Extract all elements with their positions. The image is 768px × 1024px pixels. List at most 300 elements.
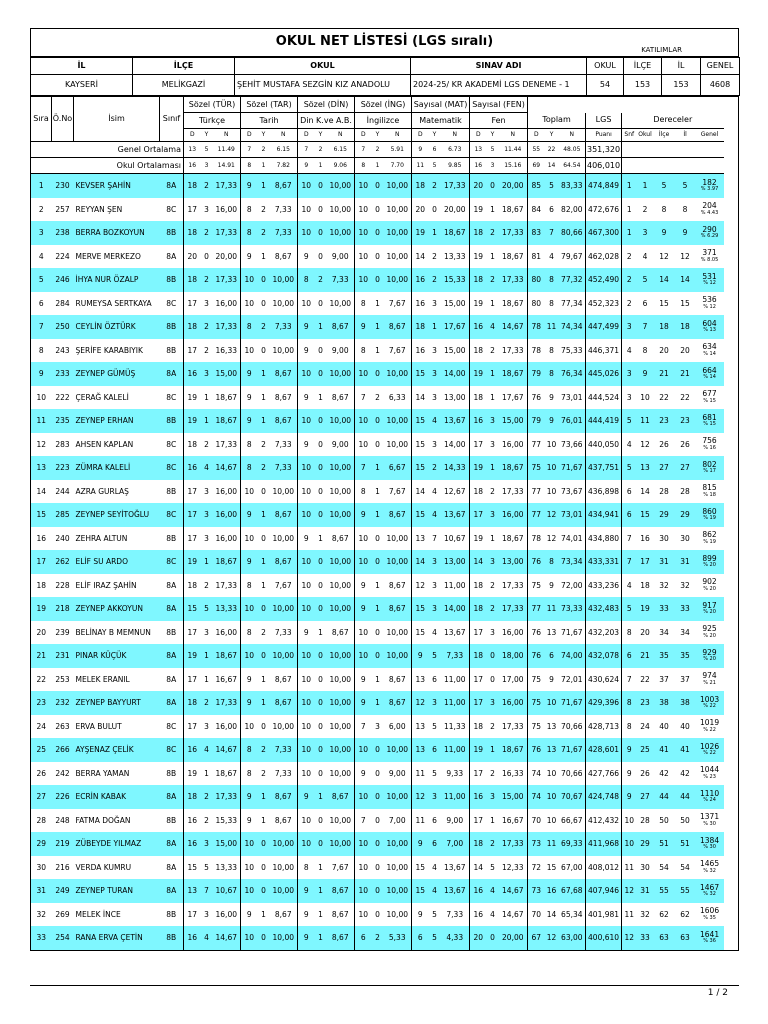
- score-cell: 9: [355, 315, 372, 339]
- score-cell: 13,67: [444, 886, 466, 895]
- average-value: 1: [258, 158, 270, 174]
- rank-okul-cell: 7: [642, 322, 648, 331]
- rank-snf-cell: 7: [622, 527, 637, 551]
- score-cell: 17: [184, 621, 201, 645]
- score-cell: 8,67: [274, 557, 292, 566]
- sira-cell: 3: [38, 228, 44, 237]
- score-cell: 73,66: [561, 439, 583, 449]
- score-cell: 14: [412, 386, 429, 410]
- score-cell: 18: [470, 268, 487, 292]
- toplam-header: Toplam: [528, 113, 586, 129]
- il-label: İl: [675, 129, 696, 142]
- sinif-cell: 8A: [166, 839, 177, 848]
- score-cell: 9: [241, 245, 258, 269]
- score-cell: 19: [184, 409, 201, 433]
- ono-cell: 239: [55, 627, 70, 637]
- score-cell: 10: [546, 768, 557, 778]
- katilim-okul-header: OKUL: [587, 58, 624, 75]
- score-cell: 9,00: [446, 815, 464, 825]
- score-cell: 10,00: [329, 510, 351, 519]
- score-cell: 0: [318, 204, 323, 214]
- score-cell: 3: [204, 721, 209, 731]
- score-cell: 20: [470, 174, 487, 198]
- lgs-puan-cell: 444,524: [586, 386, 622, 410]
- ilce-header: İLÇE: [133, 58, 235, 75]
- score-cell: 2: [261, 627, 266, 637]
- score-cell: 8,67: [274, 416, 292, 425]
- score-cell: 15: [412, 879, 429, 903]
- score-cell: 8,67: [331, 792, 349, 801]
- score-cell: 9: [549, 674, 554, 684]
- score-cell: 10: [355, 903, 372, 927]
- sira-cell: 28: [36, 815, 47, 825]
- score-cell: 14: [470, 856, 487, 880]
- score-cell: 17,33: [215, 580, 237, 590]
- rank-genel-value: 290: [702, 224, 717, 234]
- average-value: 6: [429, 142, 441, 158]
- score-cell: 10,00: [386, 204, 408, 214]
- lgs-puan-cell: 474,849: [586, 174, 622, 198]
- table-row: [31, 926, 739, 950]
- student-name: ZÜBEYDE YILMAZ: [75, 839, 142, 848]
- rank-snf-cell: 4: [622, 339, 637, 363]
- rank-genel-value: 1641: [700, 929, 720, 939]
- katilim-il-header: İL: [662, 58, 701, 75]
- score-cell: 4,33: [446, 933, 464, 942]
- n-label: N: [559, 129, 586, 142]
- score-cell: 18,67: [215, 557, 237, 566]
- score-cell: 5: [490, 862, 495, 872]
- rank-genel-cell: [696, 738, 724, 762]
- score-cell: 18: [470, 221, 487, 245]
- score-cell: 10: [298, 691, 315, 715]
- score-cell: 1: [432, 228, 437, 237]
- score-cell: 75,33: [561, 345, 583, 355]
- score-cell: 3: [490, 792, 495, 801]
- score-cell: 0: [318, 745, 323, 754]
- score-cell: 0: [375, 886, 380, 895]
- score-cell: 19: [470, 245, 487, 269]
- rank-genel-percent: % 14: [703, 350, 716, 357]
- average-value: 1: [372, 158, 384, 174]
- score-cell: 17: [470, 809, 487, 833]
- y-label: Y: [545, 129, 559, 142]
- score-cell: 4: [490, 886, 495, 895]
- rank-ilce-cell: 18: [659, 322, 669, 331]
- rank-okul-cell: 33: [640, 933, 650, 942]
- rank-genel-cell: [696, 574, 724, 598]
- score-cell: 8,67: [274, 510, 292, 519]
- score-cell: 16: [412, 292, 429, 316]
- score-cell: 0: [375, 651, 380, 660]
- score-cell: 8,67: [388, 674, 406, 684]
- average-value: 14: [545, 158, 559, 174]
- lgs-puan-cell: 433,236: [586, 574, 622, 598]
- katilim-genel-value: 4608: [701, 75, 740, 96]
- score-cell: 0: [375, 275, 380, 284]
- rank-genel-value: 925: [702, 624, 717, 634]
- student-name: ZEYNEP BAYYURT: [75, 698, 141, 707]
- rank-okul-cell: 27: [640, 792, 650, 801]
- sira-cell: 24: [36, 721, 47, 731]
- rank-genel-value: 1110: [700, 788, 720, 798]
- score-cell: 73,01: [561, 392, 583, 402]
- sinif-cell: 8A: [166, 369, 177, 378]
- rank-ilce-cell: 34: [659, 627, 669, 637]
- score-cell: 6,67: [388, 463, 406, 472]
- rank-okul-cell: 29: [640, 839, 650, 848]
- rank-genel-value: 1384: [700, 835, 720, 845]
- score-cell: 10,00: [272, 651, 294, 660]
- score-cell: 9: [549, 580, 554, 590]
- score-cell: 13,33: [444, 251, 466, 261]
- score-cell: 16,00: [215, 298, 237, 308]
- d-label: D: [184, 129, 201, 142]
- score-cell: 10,00: [386, 181, 408, 190]
- average-value: 14.91: [213, 158, 241, 174]
- score-cell: 0: [318, 416, 323, 425]
- rank-ilce-cell: 41: [659, 745, 669, 754]
- score-cell: 0: [261, 275, 266, 284]
- score-cell: 18: [184, 268, 201, 292]
- score-cell: 7,33: [274, 228, 292, 237]
- ono-cell: 216: [55, 862, 70, 872]
- score-cell: 18: [184, 691, 201, 715]
- rank-ilce-cell: 32: [659, 580, 669, 590]
- rank-genel-percent: % 32: [703, 867, 716, 874]
- rank-genel-value: 1467: [700, 882, 720, 892]
- score-cell: 17: [470, 762, 487, 786]
- score-cell: 4: [204, 745, 209, 754]
- score-cell: 0: [375, 439, 380, 449]
- score-cell: 80,66: [561, 228, 583, 237]
- score-cell: 1: [490, 815, 495, 825]
- score-cell: 10: [355, 221, 372, 245]
- score-cell: 18: [184, 433, 201, 457]
- score-cell: 0: [318, 580, 323, 590]
- score-cell: 10,00: [329, 416, 351, 425]
- score-cell: 7,33: [274, 439, 292, 449]
- score-cell: 17,33: [502, 275, 524, 284]
- score-cell: 2: [318, 275, 323, 284]
- score-cell: 10: [298, 762, 315, 786]
- rank-genel-percent: % 16: [703, 444, 716, 451]
- student-name: REYYAN ŞEN: [75, 204, 123, 214]
- score-cell: 16: [470, 903, 487, 927]
- katilim-ilce-header: İLÇE: [624, 58, 662, 75]
- average-value: 9: [412, 142, 429, 158]
- score-cell: 9: [241, 362, 258, 386]
- score-cell: 14: [412, 245, 429, 269]
- score-cell: 10,00: [329, 181, 351, 190]
- sinav-header: SINAV ADI: [411, 58, 587, 75]
- sira-cell: 10: [36, 392, 47, 402]
- score-cell: 5: [549, 181, 554, 190]
- rank-ilce-cell: 28: [659, 486, 669, 496]
- score-cell: 1: [375, 580, 380, 590]
- score-cell: 8: [549, 275, 554, 284]
- score-cell: 10: [355, 245, 372, 269]
- score-cell: 6,00: [388, 721, 406, 731]
- score-cell: 16: [184, 809, 201, 833]
- rank-genel-cell: [696, 762, 724, 786]
- score-cell: 0: [318, 251, 323, 261]
- score-cell: 10,00: [329, 674, 351, 684]
- score-cell: 1: [318, 933, 323, 942]
- score-cell: 0: [261, 486, 266, 496]
- sira-cell: 9: [38, 369, 44, 378]
- score-cell: 9: [298, 315, 315, 339]
- score-cell: 0: [375, 627, 380, 637]
- score-cell: 70,67: [561, 792, 583, 801]
- score-cell: 10: [355, 550, 372, 574]
- ono-cell: 285: [55, 510, 70, 519]
- rank-il-cell: 18: [680, 322, 690, 331]
- score-cell: 18: [470, 339, 487, 363]
- title-bar: [30, 28, 739, 57]
- sinif-cell: 8B: [166, 933, 177, 942]
- score-cell: 79,67: [561, 251, 583, 261]
- score-cell: 7: [355, 456, 372, 480]
- rank-snf-cell: 9: [622, 785, 637, 809]
- rank-ilce-cell: 54: [659, 862, 669, 872]
- score-cell: 2: [204, 345, 209, 355]
- score-cell: 16: [470, 879, 487, 903]
- score-cell: 2: [204, 580, 209, 590]
- score-cell: 5,33: [388, 933, 406, 942]
- average-value: 5.91: [384, 142, 412, 158]
- average-value: 1: [315, 158, 327, 174]
- average-value: 13: [184, 142, 201, 158]
- score-cell: 19: [184, 386, 201, 410]
- score-cell: 8: [355, 292, 372, 316]
- score-cell: 1: [261, 698, 266, 707]
- rank-genel-cell: [696, 691, 724, 715]
- lgs-puan-cell: 436,898: [586, 480, 622, 504]
- score-cell: 0: [432, 204, 437, 214]
- sira-cell: 22: [36, 674, 47, 684]
- rank-genel-percent: % 20: [703, 562, 716, 569]
- rank-okul-cell: 20: [640, 627, 650, 637]
- score-cell: 19: [412, 221, 429, 245]
- score-cell: 6: [355, 926, 372, 950]
- rank-genel-percent: % 20: [703, 632, 716, 639]
- score-cell: 11: [546, 839, 557, 848]
- score-cell: 8: [298, 268, 315, 292]
- score-cell: 18: [412, 174, 429, 198]
- average-value: 9.85: [441, 158, 470, 174]
- score-cell: 0: [375, 839, 380, 848]
- rank-genel-cell: [696, 644, 724, 668]
- score-cell: 0: [318, 345, 323, 355]
- score-cell: 10: [241, 268, 258, 292]
- rank-genel-percent: % 6.29: [700, 233, 719, 240]
- rank-genel-cell: [696, 339, 724, 363]
- student-name: AZRA GURLAŞ: [75, 486, 129, 496]
- score-cell: 17,33: [215, 228, 237, 237]
- rank-genel-percent: % 21: [703, 679, 716, 686]
- score-cell: 16: [470, 315, 487, 339]
- score-cell: 16,67: [215, 674, 237, 684]
- rank-snf-cell: 10: [622, 809, 637, 833]
- score-cell: 3: [432, 557, 437, 566]
- student-name: ERVA BULUT: [75, 721, 122, 731]
- average-value: 3: [487, 158, 499, 174]
- score-cell: 17,33: [215, 698, 237, 707]
- sinif-cell: 8B: [166, 486, 177, 496]
- score-cell: 17,33: [502, 604, 524, 613]
- score-cell: 7: [355, 809, 372, 833]
- average-value: 7: [298, 142, 315, 158]
- rank-ilce-cell: 9: [661, 228, 667, 237]
- score-cell: 19: [470, 456, 487, 480]
- score-cell: 15: [412, 621, 429, 645]
- score-cell: 14,67: [502, 322, 524, 331]
- score-cell: 70,66: [561, 721, 583, 731]
- score-cell: 10: [298, 503, 315, 527]
- score-cell: 16,00: [215, 510, 237, 519]
- rank-il-cell: 32: [680, 580, 690, 590]
- score-cell: 10,00: [329, 557, 351, 566]
- score-cell: 15: [412, 503, 429, 527]
- score-cell: 1: [318, 862, 323, 872]
- score-cell: 0: [318, 486, 323, 496]
- score-cell: 14,00: [444, 369, 466, 378]
- ono-cell: 232: [55, 698, 70, 707]
- lgs-puan-cell: 401,981: [586, 903, 622, 927]
- table-row: [31, 621, 739, 645]
- score-cell: 8,67: [331, 627, 349, 637]
- rank-okul-cell: 14: [640, 486, 650, 496]
- table-row: [31, 480, 739, 504]
- score-cell: 19: [184, 550, 201, 574]
- score-cell: 6: [432, 674, 437, 684]
- score-cell: 12: [412, 785, 429, 809]
- score-cell: 9: [241, 903, 258, 927]
- rank-genel-value: 604: [702, 318, 717, 328]
- score-cell: 2: [261, 463, 266, 472]
- score-cell: 19: [470, 738, 487, 762]
- rank-genel-percent: % 15: [703, 421, 716, 428]
- sinif-cell: 8A: [166, 792, 177, 801]
- score-cell: 2: [261, 228, 266, 237]
- rank-okul-cell: 15: [640, 510, 650, 519]
- tarih-header: Tarih: [241, 113, 298, 129]
- score-cell: 10: [298, 362, 315, 386]
- ono-cell: 253: [55, 674, 70, 684]
- score-cell: 9: [298, 386, 315, 410]
- score-cell: 10: [355, 832, 372, 856]
- rank-okul-cell: 2: [642, 204, 648, 214]
- rank-okul-cell: 23: [640, 698, 650, 707]
- score-cell: 3: [375, 721, 380, 731]
- average-lgs: 351,320: [586, 142, 622, 158]
- score-cell: 13: [546, 745, 557, 754]
- sira-cell: 17: [36, 557, 47, 566]
- score-cell: 7,00: [388, 815, 406, 825]
- score-cell: 4: [432, 510, 437, 519]
- score-cell: 3: [204, 510, 209, 519]
- info-table: [30, 57, 740, 96]
- score-cell: 8: [241, 315, 258, 339]
- score-cell: 10,00: [272, 533, 294, 543]
- sira-cell: 4: [38, 251, 44, 261]
- sinif-cell: 8B: [166, 815, 177, 825]
- rank-snf-cell: 6: [622, 503, 637, 527]
- rank-genel-percent: % 30: [703, 844, 716, 851]
- rank-snf-cell: 3: [622, 362, 637, 386]
- score-cell: 10: [241, 597, 258, 621]
- ono-cell: 238: [55, 228, 70, 237]
- score-cell: 74: [528, 785, 545, 809]
- score-cell: 85: [528, 174, 545, 198]
- score-cell: 4: [432, 862, 437, 872]
- score-cell: 7: [549, 228, 554, 237]
- score-cell: 10: [241, 292, 258, 316]
- score-cell: 73,34: [561, 557, 583, 566]
- score-cell: 17,33: [215, 792, 237, 801]
- n-label: N: [441, 129, 470, 142]
- d-label: D: [355, 129, 372, 142]
- score-cell: 17: [184, 527, 201, 551]
- score-cell: 20: [412, 198, 429, 222]
- score-cell: 7: [355, 715, 372, 739]
- rank-genel-percent: % 36: [703, 938, 716, 945]
- score-cell: 7,67: [388, 298, 406, 308]
- d-label: D: [412, 129, 429, 142]
- genel-label: Genel: [696, 129, 724, 142]
- sira-cell: 2: [38, 204, 44, 214]
- score-cell: 10,00: [329, 604, 351, 613]
- score-cell: 3: [204, 839, 209, 848]
- rank-okul-cell: 1: [642, 181, 648, 190]
- average-value: 15.16: [499, 158, 528, 174]
- score-cell: 1: [490, 533, 495, 543]
- lgs-puan-cell: 433,331: [586, 550, 622, 574]
- table-row: [31, 856, 739, 880]
- score-cell: 2: [261, 768, 266, 778]
- score-cell: 10,00: [329, 298, 351, 308]
- rank-il-cell: 31: [680, 557, 690, 566]
- score-cell: 10,00: [386, 369, 408, 378]
- score-cell: 78: [528, 315, 545, 339]
- score-cell: 16,00: [502, 439, 524, 449]
- rank-ilce-cell: 23: [659, 416, 669, 425]
- score-cell: 8,67: [274, 392, 292, 402]
- score-cell: 1: [204, 557, 209, 566]
- score-cell: 17,33: [215, 322, 237, 331]
- score-cell: 77: [528, 597, 545, 621]
- rank-genel-percent: % 17: [703, 468, 716, 475]
- rank-il-cell: 38: [680, 698, 690, 707]
- score-cell: 71,67: [561, 698, 583, 707]
- score-cell: 15: [412, 456, 429, 480]
- table-row: [31, 597, 739, 621]
- score-cell: 1: [490, 251, 495, 261]
- score-cell: 10: [298, 550, 315, 574]
- score-cell: 1: [318, 886, 323, 895]
- score-cell: 76: [528, 386, 545, 410]
- score-cell: 18: [184, 785, 201, 809]
- rank-genel-value: 756: [702, 436, 717, 446]
- sinif-cell: 8B: [166, 533, 177, 543]
- score-cell: 10: [298, 174, 315, 198]
- table-row: [31, 644, 739, 668]
- score-cell: 18: [184, 315, 201, 339]
- rank-il-cell: 29: [680, 510, 690, 519]
- score-cell: 77,34: [561, 298, 583, 308]
- score-cell: 13: [546, 721, 557, 731]
